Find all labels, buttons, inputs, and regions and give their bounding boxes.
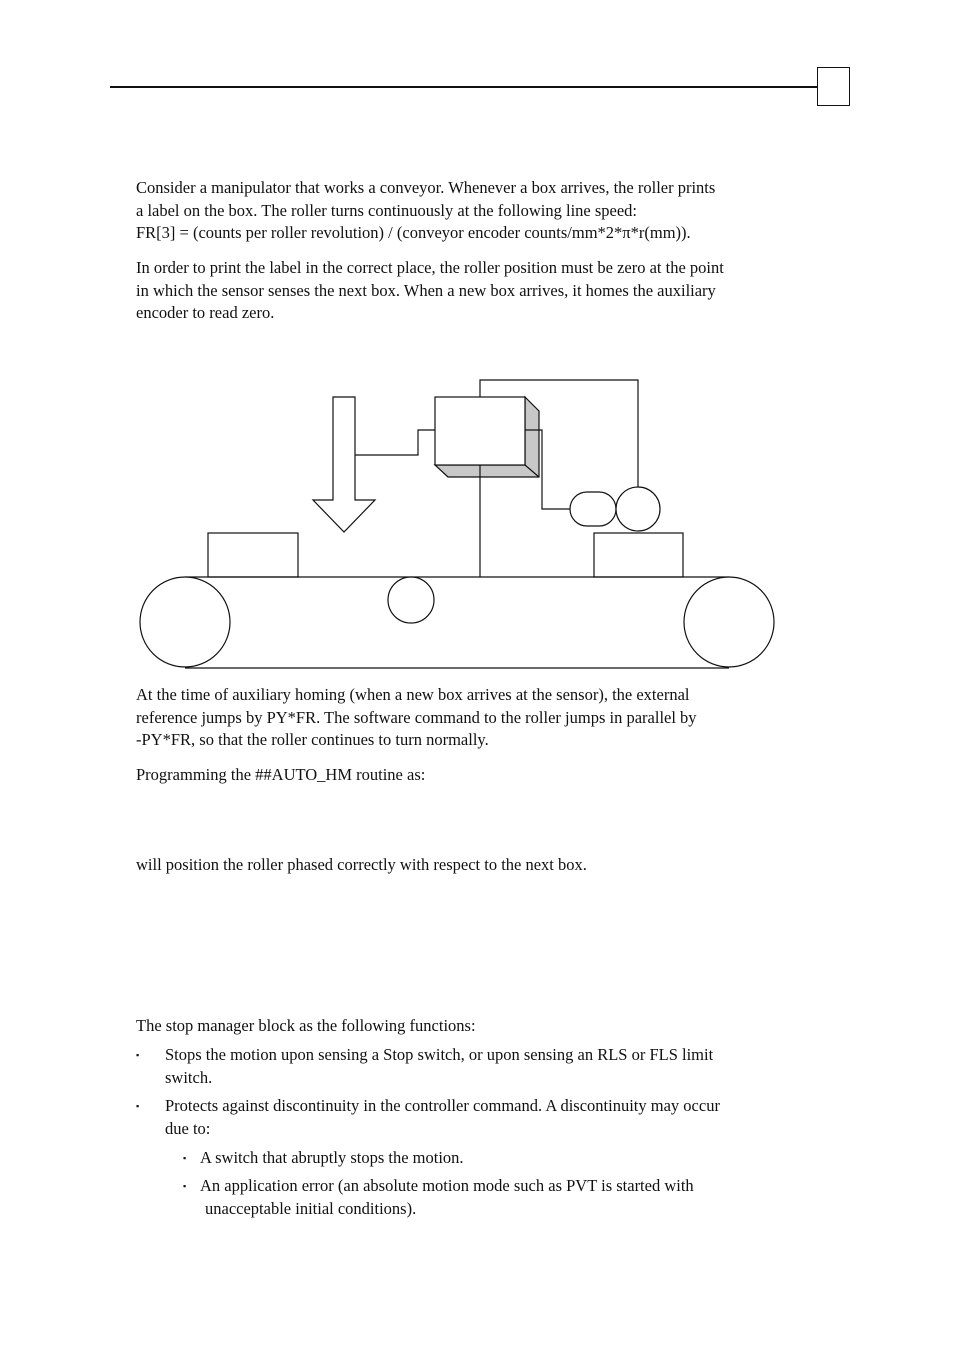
print-head [570,492,616,526]
pulley-left [140,577,230,667]
list-item [183,1175,694,1220]
subbullet-2-line-1: An application error (an absolute motion mode such as PVT is started with [200,1176,694,1195]
homing-line-3: encoder to read zero. [136,303,275,322]
programming-paragraph [136,764,826,787]
subbullet-2-line-2: unacceptable initial conditions). [205,1198,417,1218]
roller [616,487,660,531]
bullet-marker: ▪ [183,1181,187,1191]
conveyor-encoder [388,577,434,623]
intro-line-1: Consider a manipulator that works a conveyor. Whenever a box arrives, the roller prints [136,178,716,197]
bullet-marker: ▪ [136,1050,140,1060]
homing-line-1: In order to print the label in the correct place, the roller position must be zero at the point [136,258,724,277]
stop-manager-intro [136,1015,826,1038]
intro-line-2: a label on the box. The roller turns continuously at the following line speed: [136,200,638,220]
bullet-1-line-2: switch. [165,1067,213,1087]
list-item [183,1147,464,1170]
jump-paragraph [136,684,826,752]
subbullet-1-line-1: A switch that abruptly stops the motion. [200,1148,464,1167]
result-line: will position the roller phased correctly with respect to the next box. [136,855,587,874]
box-left [208,533,298,577]
list-item [136,1044,713,1089]
sensor-wire [355,430,435,455]
down-arrow-icon [313,397,375,532]
homing-line-2: in which the sensor senses the next box. When a new box arrives, it homes the auxiliary [136,280,716,300]
result-paragraph [136,854,826,877]
jump-line-2: reference jumps by PY*FR. The software command to the roller jumps in parallel by [136,707,697,727]
intro-line-3: FR[3] = (counts per roller revolution) / (conveyor encoder counts/mm*2*π*r(mm)). [136,223,691,242]
list-item [136,1095,720,1140]
bullet-2-line-1: Protects against discontinuity in the controller command. A discontinuity may occur [165,1096,720,1115]
bullet-1-line-1: Stops the motion upon sensing a Stop switch, or upon sensing an RLS or FLS limit [165,1045,714,1064]
programming-line: Programming the ##AUTO_HM routine as: [136,765,426,784]
box-right [594,533,683,577]
stop-manager-line: The stop manager block as the following functions: [136,1016,476,1035]
jump-line-1: At the time of auxiliary homing (when a new box arrives at the sensor), the external [136,685,690,704]
pulley-right [684,577,774,667]
bullet-marker: ▪ [136,1101,140,1111]
bullet-marker: ▪ [183,1153,187,1163]
jump-line-3: -PY*FR, so that the roller continues to turn normally. [136,730,489,749]
bullet-2-line-2: due to: [165,1118,211,1138]
controller-box [435,397,525,465]
